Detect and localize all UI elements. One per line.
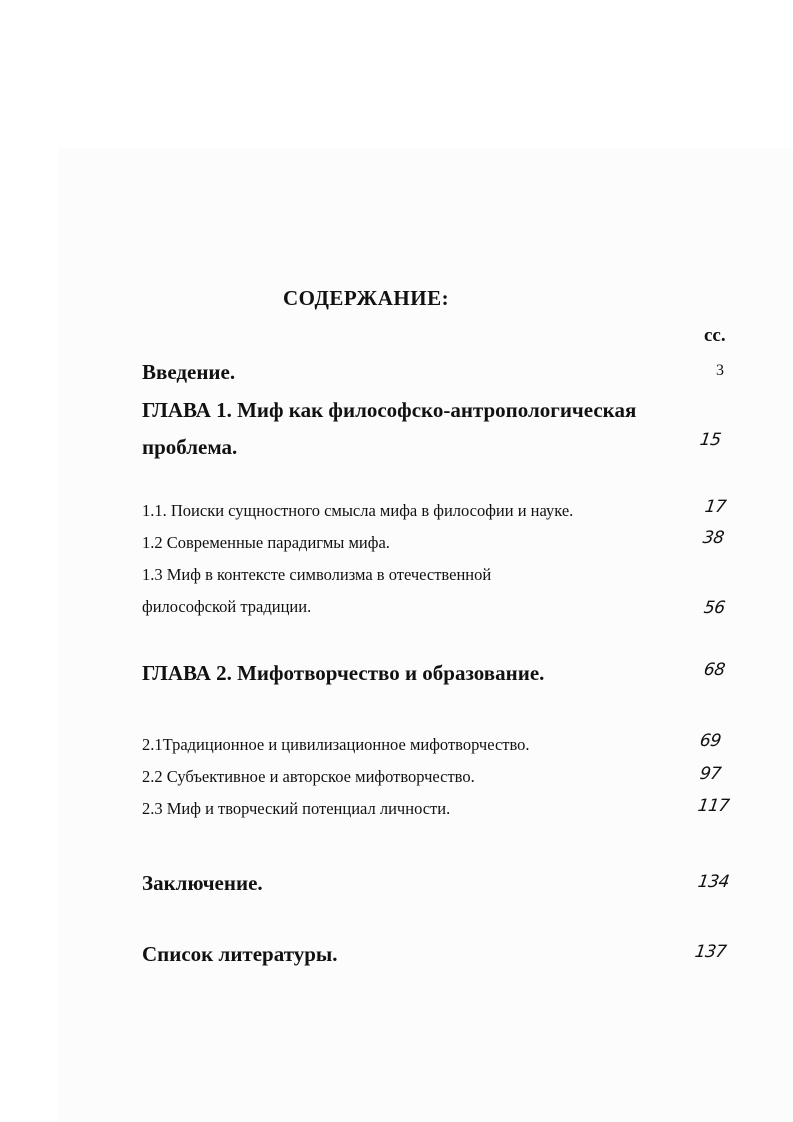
toc-page-introduction: 3 <box>716 362 724 379</box>
toc-page-section-2-3: 117 <box>696 796 731 816</box>
toc-page-chapter-1: 15 <box>698 430 723 450</box>
toc-page-section-2-1: 69 <box>698 731 723 751</box>
toc-entry-chapter-1-line-2: проблема. <box>142 435 238 459</box>
toc-entry-section-1-2: 1.2 Современные парадигмы мифа. <box>142 533 390 552</box>
toc-entry-section-2-3: 2.3 Миф и творческий потенциал личности. <box>142 799 451 818</box>
pages-column-header: сс. <box>704 325 726 346</box>
toc-page-section-2-2: 97 <box>698 764 723 784</box>
toc-title: СОДЕРЖАНИЕ: <box>283 286 450 310</box>
toc-page-conclusion: 134 <box>696 872 731 892</box>
toc-entry-bibliography: Список литературы. <box>142 942 338 966</box>
toc-page-bibliography: 137 <box>693 942 728 962</box>
toc-entry-chapter-1-line-1: ГЛАВА 1. Миф как философско-антропологическая <box>142 398 637 422</box>
toc-entry-introduction: Введение. <box>142 360 236 384</box>
toc-page-section-1-2: 38 <box>701 528 726 548</box>
toc-entry-section-1-3-line-2: философской традиции. <box>142 597 312 616</box>
toc-page-chapter-2: 68 <box>702 660 727 680</box>
toc-entry-section-2-2: 2.2 Субъективное и авторское мифотворчество. <box>142 767 475 786</box>
toc-entry-chapter-2: ГЛАВА 2. Мифотворчество и образование. <box>142 661 545 685</box>
toc-entry-section-1-3-line-1: 1.3 Миф в контексте символизма в отечественной <box>142 565 492 584</box>
toc-entry-conclusion: Заключение. <box>142 871 263 895</box>
toc-page-section-1-3: 56 <box>702 598 727 618</box>
toc-entry-section-1-1: 1.1. Поиски сущностного смысла мифа в философии и науке. <box>142 501 574 520</box>
toc-page-section-1-1: 17 <box>703 497 728 517</box>
toc-entry-section-2-1: 2.1Традиционное и цивилизационное мифотворчество. <box>142 735 530 754</box>
